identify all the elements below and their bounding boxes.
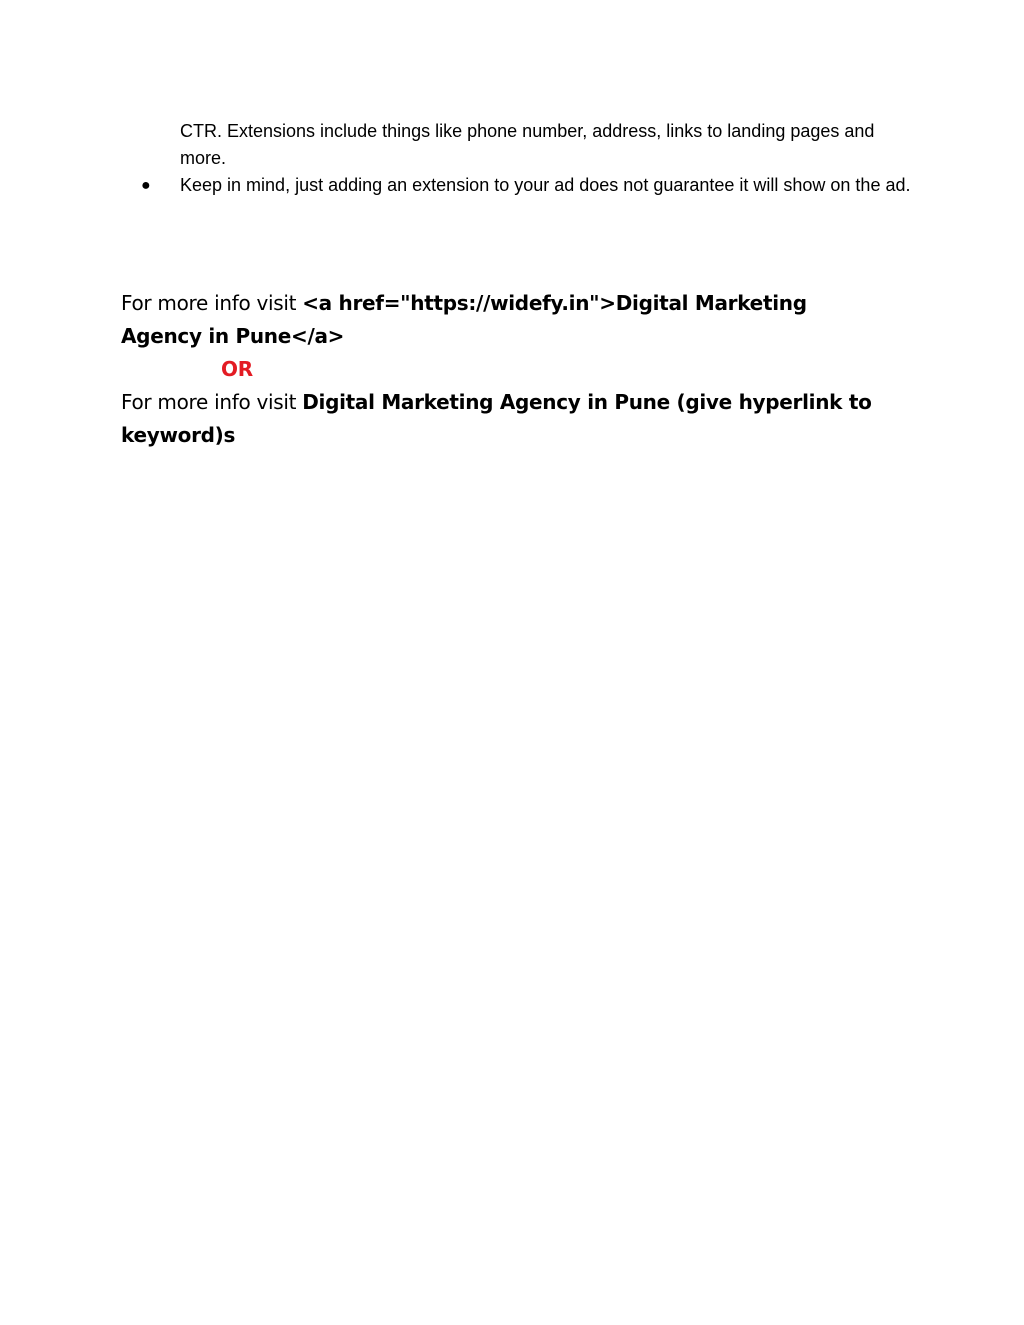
list-item — [0, 118, 920, 172]
list-item-text: CTR. Extensions include things like phone number, address, links to landing pages and more. — [180, 121, 875, 168]
list-item — [0, 172, 920, 199]
info-line-html-link — [121, 287, 881, 353]
bullet-list — [0, 118, 1024, 199]
info-link-code: <a href="https://widefy.in">Digital Marketing Agency in Pune</a> — [121, 291, 807, 348]
list-item-text: Keep in mind, just adding an extension to your ad does not guarantee it will show on the ad. — [180, 175, 911, 195]
bullet-icon: ● — [141, 177, 151, 194]
info-line-keyword — [121, 386, 881, 452]
info-prefix: For more info visit — [121, 390, 303, 414]
or-label: OR — [221, 357, 253, 381]
info-prefix: For more info visit — [121, 291, 303, 315]
info-block — [121, 287, 881, 452]
info-keyword-text: Digital Marketing Agency in Pune (give hyperlink to keyword)s — [121, 390, 872, 447]
